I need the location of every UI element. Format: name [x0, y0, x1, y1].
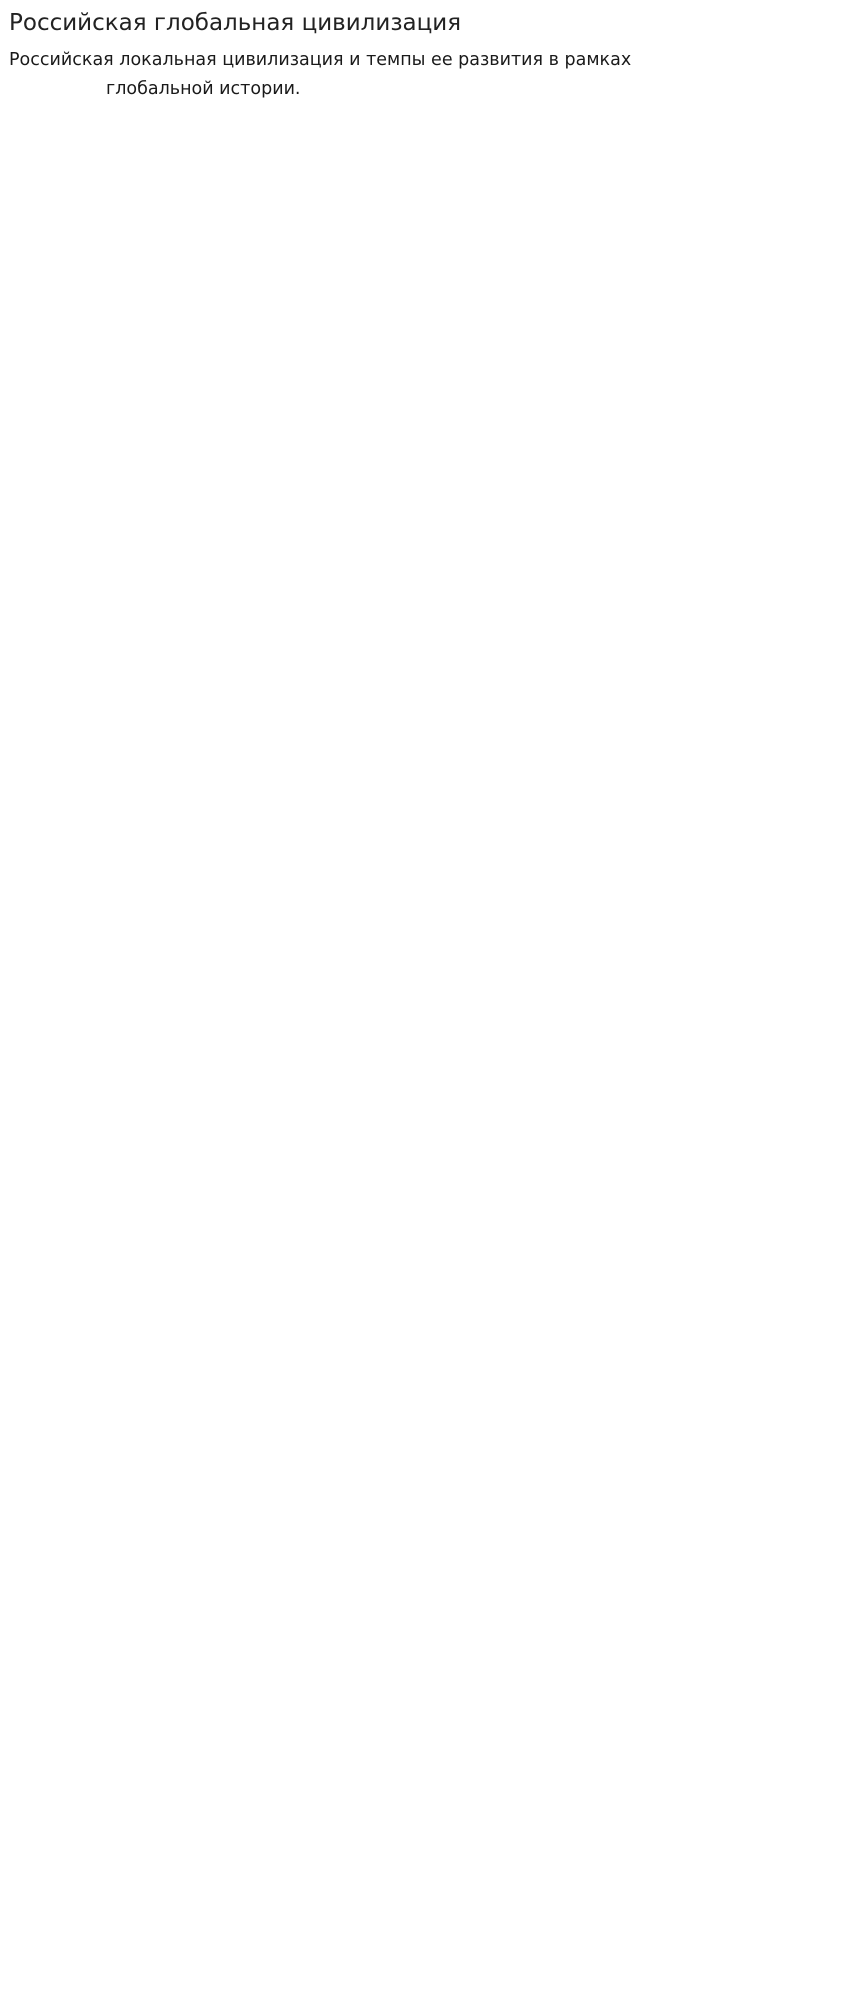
- page-title: Российская глобальная цивилизация: [9, 10, 462, 36]
- article: [0, 0, 847, 104]
- subtitle-line-2: глобальной истории.: [106, 79, 301, 99]
- subtitle-line-1: Российская локальная цивилизация и темпы ее развития в рамках: [9, 50, 632, 70]
- article-subtitle: [9, 46, 837, 104]
